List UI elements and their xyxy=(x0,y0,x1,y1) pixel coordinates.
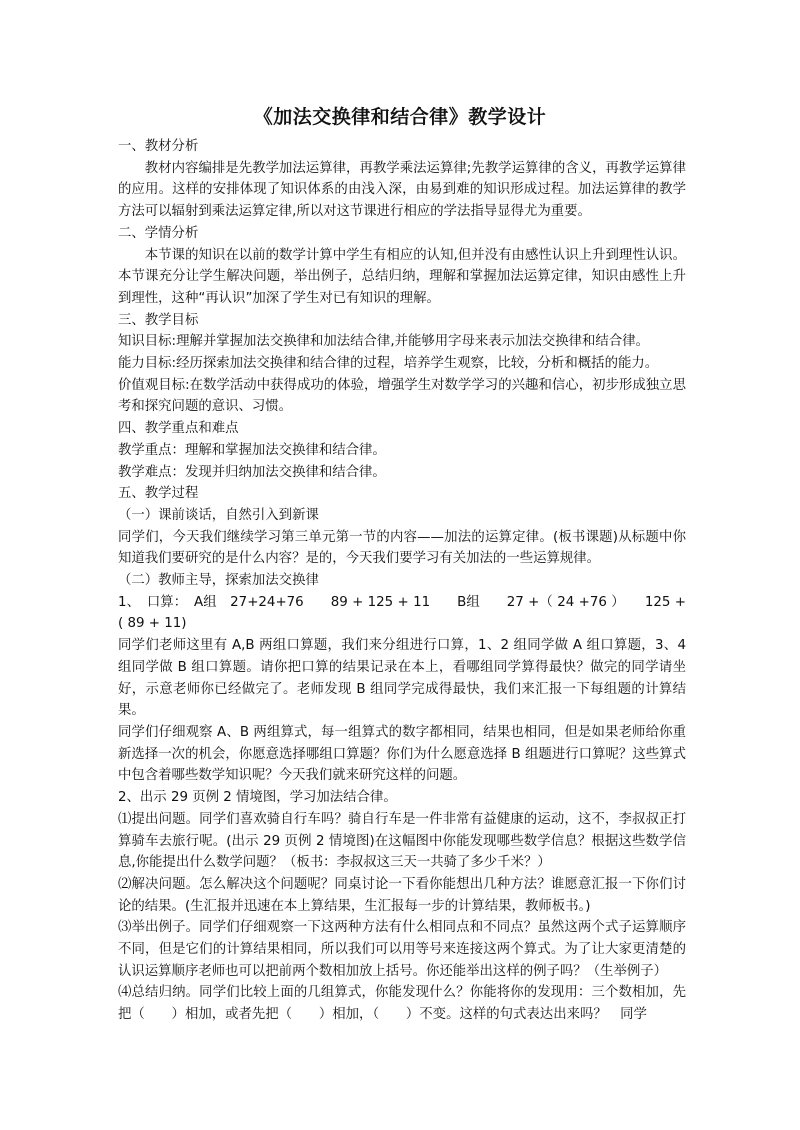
document-body xyxy=(118,136,686,1026)
paragraph: 同学们老师这里有 A,B 两组口算题，我们来分组进行口算，1、2 组同学做 A 组口算题，3、4 组同学做 B 组口算题。请你把口算的结果记录在本上，看哪组同学算得最快？做完的同学请坐好，示意老师你已经做完了。老师发现 B 组同学完成得最快，我们来汇报一下每组题的计算结果。 xyxy=(118,638,686,719)
step-paragraph: ⑷总结归纳。同学们比较上面的几组算式，你能发现什么？你能将你的发现用：三个数相加，先把（ ）相加，或者先把（ ）相加，（ ）不变。这样的句式表达出来吗？ 同学 xyxy=(118,985,686,1023)
paragraph: 本节课的知识在以前的数学计算中学生有相应的认知,但并没有由感性认识上升到理性认识。本节课充分让学生解决问题，举出例子，总结归纳，理解和掌握加法运算定律，知识由感性上升到理性，这种“再认识”加深了学生对已有知识的理解。 xyxy=(118,247,686,306)
step-paragraph: ⑴提出问题。同学们喜欢骑自行车吗？骑自行车是一件非常有益健康的运动，这不，李叔叔正打算骑车去旅行呢。(出示 29 页例 2 情境图)在这幅图中你能发现哪些数学信息？根据这些数学信息,你能提出什么数学问题？（板书：李叔叔这三天一共骑了多少千米？） xyxy=(118,811,686,871)
ability-goal: 能力目标:经历探索加法交换律和结合律的过程，培养学生观察，比较，分析和概括的能力。 xyxy=(118,356,659,372)
oral-calc-item: 1、 口算： A组 27+24+76 89 + 125 + 11 B组 27 +（ 24 +76 ） 125 +( 89 + 11) xyxy=(118,594,686,632)
value-goal: 价值观目标:在数学活动中获得成功的体验，增强学生对数学学习的兴趣和信心，初步形成独立思考和探究问题的意识、习惯。 xyxy=(118,377,686,415)
section-heading: 二、学情分析 xyxy=(118,225,199,241)
key-point: 教学重点：理解和掌握加法交换律和结合律。 xyxy=(118,442,386,458)
subsection-heading: （一）课前谈话，自然引入到新课 xyxy=(118,507,319,523)
paragraph: 同学们，今天我们继续学习第三单元第一节的内容——加法的运算定律。(板书课题)从标题中你知道我们要研究的是什么内容？是的，今天我们要学习有关加法的一些运算规律。 xyxy=(118,529,686,567)
subsection-heading: （二）教师主导，探索加法交换律 xyxy=(118,573,319,589)
section-heading: 四、教学重点和难点 xyxy=(118,421,239,437)
step-paragraph: ⑶举出例子。同学们仔细观察一下这两种方法有什么相同点和不同点？虽然这两个式子运算顺序不同，但是它们的计算结果相同，所以我们可以用等号来连接这两个算式。为了让大家更清楚的认识运算顺序老师也可以把前两个数相加放上括号。你还能举出这样的例子吗？（生举例子） xyxy=(118,920,686,979)
section-heading: 三、教学目标 xyxy=(118,312,199,328)
section-heading: 五、教学过程 xyxy=(118,486,199,502)
page-title: 《加法交换律和结合律》教学设计 xyxy=(253,106,547,128)
paragraph: 同学们仔细观察 A、B 两组算式，每一组算式的数字都相同，结果也相同，但是如果老师给你重新选择一次的机会，你愿意选择哪组口算题？你们为什么愿意选择 B 组题进行口算呢？这些算式中包含着哪些数学知识呢？今天我们就来研究这样的问题。 xyxy=(118,724,686,784)
difficult-point: 教学难点：发现并归纳加法交换律和结合律。 xyxy=(118,464,386,480)
knowledge-goal: 知识目标:理解并掌握加法交换律和加法结合律,并能够用字母来表示加法交换律和结合律。 xyxy=(118,334,649,350)
step-paragraph: ⑵解决问题。怎么解决这个问题呢？同桌讨论一下看你能想出几种方法？谁愿意汇报一下你们讨论的结果。(生汇报并迅速在本上算结果，生汇报每一步的计算结果，教师板书。) xyxy=(118,876,686,914)
list-item: 2、出示 29 页例 2 情境图，学习加法结合律。 xyxy=(118,790,397,806)
section-heading: 一、教材分析 xyxy=(118,139,199,154)
paragraph: 教材内容编排是先教学加法运算律，再教学乘法运算律;先教学运算律的含义，再教学运算律的应用。这样的安排体现了知识体系的由浅入深，由易到难的知识形成过程。加法运算律的教学方法可以辐射到乘法运算定律,所以对这节课进行相应的学法指导显得尤为重要。 xyxy=(118,160,686,220)
